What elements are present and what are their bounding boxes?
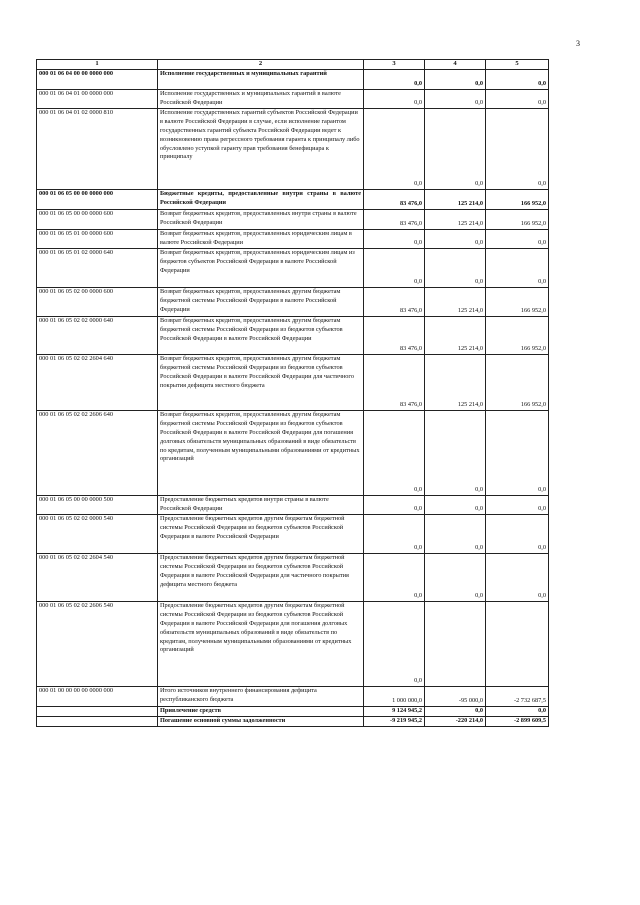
row-code: 000 01 06 05 01 02 0000 640 xyxy=(37,248,158,287)
row-value-col-5: 0,0 xyxy=(486,553,549,601)
row-value-col-3: 83 476,0 xyxy=(364,189,425,209)
row-description: Привлечение средств xyxy=(158,706,364,716)
row-value-col-5: 0,0 xyxy=(486,108,549,189)
row-value-col-4: 125 214,0 xyxy=(425,209,486,229)
row-value-col-5: 166 952,0 xyxy=(486,189,549,209)
row-value-col-5: 166 952,0 xyxy=(486,287,549,316)
row-value-col-4: 0,0 xyxy=(425,229,486,248)
table-row xyxy=(37,706,549,716)
row-description: Предоставление бюджетных кредитов другим бюджетам бюджетной системы Российской Федерации из бюджетов субъектов Российской Федерации в валюте Российской Федерации для частичного покрытия дефицита местного бюджета xyxy=(158,553,364,601)
table-header-row xyxy=(37,60,549,70)
table-row xyxy=(37,716,549,726)
row-value-col-5: 0,0 xyxy=(486,69,549,89)
table-row xyxy=(37,354,549,410)
row-code: 000 01 06 04 01 02 0000 810 xyxy=(37,108,158,189)
row-value-col-4: 125 214,0 xyxy=(425,316,486,354)
row-value-col-3: 0,0 xyxy=(364,495,425,514)
row-value-col-3: 83 476,0 xyxy=(364,354,425,410)
financing-sources-table xyxy=(36,59,549,727)
row-value-col-4: 0,0 xyxy=(425,248,486,287)
row-code: 000 01 06 05 00 00 0000 500 xyxy=(37,495,158,514)
row-value-col-3: 1 000 000,0 xyxy=(364,686,425,706)
header-col-1: 1 xyxy=(37,60,158,70)
row-code: 000 01 06 05 00 00 0000 600 xyxy=(37,209,158,229)
table-row xyxy=(37,69,549,89)
row-description: Возврат бюджетных кредитов, предоставленных другим бюджетам бюджетной системы Российской Федерации из бюджетов субъектов Российской Федерации в валюте Российской Федерации для частичного покрытия дефицита местного бюджета xyxy=(158,354,364,410)
row-value-col-3: 0,0 xyxy=(364,248,425,287)
row-code xyxy=(37,706,158,716)
row-value-col-3: 0,0 xyxy=(364,229,425,248)
table-row xyxy=(37,514,549,553)
row-value-col-3: 83 476,0 xyxy=(364,316,425,354)
table-row xyxy=(37,248,549,287)
table-row xyxy=(37,316,549,354)
row-value-col-5: 166 952,0 xyxy=(486,354,549,410)
row-description: Исполнение государственных гарантий субъектов Российской Федерации в валюте Российской Федерации в случае, если исполнение гарантом государственных гарантий субъекта Российской Федерации ведет к возникновению права регрессного требования гаранта к принципалу либо обусловлено уступкой гаранту прав требования бенефициара к принципалу xyxy=(158,108,364,189)
row-value-col-4 xyxy=(425,601,486,686)
table-row xyxy=(37,229,549,248)
row-value-col-5: 0,0 xyxy=(486,229,549,248)
row-value-col-4: -220 214,0 xyxy=(425,716,486,726)
row-description: Возврат бюджетных кредитов, предоставленных другим бюджетам бюджетной системы Российской Федерации из бюджетов субъектов Российской Федерации в валюте Российской Федерации xyxy=(158,316,364,354)
row-value-col-3: 83 476,0 xyxy=(364,287,425,316)
row-description: Возврат бюджетных кредитов, предоставленных внутри страны в валюте Российской Федерации xyxy=(158,209,364,229)
row-value-col-4: 0,0 xyxy=(425,553,486,601)
row-value-col-5: 166 952,0 xyxy=(486,209,549,229)
row-value-col-3: 0,0 xyxy=(364,108,425,189)
row-value-col-4: 0,0 xyxy=(425,410,486,495)
row-value-col-4: 0,0 xyxy=(425,69,486,89)
row-value-col-4: 0,0 xyxy=(425,514,486,553)
row-value-col-5: 0,0 xyxy=(486,89,549,108)
row-value-col-3: 0,0 xyxy=(364,89,425,108)
page-number: 3 xyxy=(576,39,580,48)
row-value-col-4: 125 214,0 xyxy=(425,287,486,316)
row-value-col-4: 125 214,0 xyxy=(425,189,486,209)
row-code: 000 01 06 05 01 00 0000 600 xyxy=(37,229,158,248)
row-value-col-5: 0,0 xyxy=(486,514,549,553)
row-value-col-3: 0,0 xyxy=(364,553,425,601)
row-description: Исполнение государственных и муниципальных гарантий xyxy=(158,69,364,89)
row-value-col-4: 0,0 xyxy=(425,706,486,716)
row-code: 000 01 06 04 00 00 0000 000 xyxy=(37,69,158,89)
row-value-col-3: -9 219 945,2 xyxy=(364,716,425,726)
row-code: 000 01 06 05 02 02 2606 640 xyxy=(37,410,158,495)
row-value-col-4: 0,0 xyxy=(425,495,486,514)
table-row xyxy=(37,686,549,706)
table-row xyxy=(37,89,549,108)
table-row xyxy=(37,553,549,601)
row-value-col-3: 83 476,0 xyxy=(364,209,425,229)
row-code: 000 01 06 05 02 02 2604 540 xyxy=(37,553,158,601)
row-value-col-4: 0,0 xyxy=(425,89,486,108)
row-value-col-5: 0,0 xyxy=(486,410,549,495)
row-code: 000 01 06 05 02 02 2604 640 xyxy=(37,354,158,410)
row-description: Бюджетные кредиты, предоставленные внутри страны в валюте Российской Федерации xyxy=(158,189,364,209)
row-value-col-5: 0,0 xyxy=(486,248,549,287)
table-row xyxy=(37,601,549,686)
row-description: Возврат бюджетных кредитов, предоставленных другим бюджетам бюджетной системы Российской Федерации из бюджетов субъектов Российской Федерации в валюте Российской Федерации для погашения долговых обязательств муниципальных образований в виде обязательств по кредитам, полученным муниципальными образованиями от кредитных организаций xyxy=(158,410,364,495)
row-code xyxy=(37,716,158,726)
row-description: Возврат бюджетных кредитов, предоставленных юридическим лицам в валюте Российской Федерации xyxy=(158,229,364,248)
table-row xyxy=(37,189,549,209)
row-description: Возврат бюджетных кредитов, предоставленных юридическим лицам из бюджетов субъектов Российской Федерации в валюте Российской Федерации xyxy=(158,248,364,287)
row-value-col-5: 0,0 xyxy=(486,706,549,716)
header-col-2: 2 xyxy=(158,60,364,70)
row-value-col-4: -95 000,0 xyxy=(425,686,486,706)
row-value-col-5: 166 952,0 xyxy=(486,316,549,354)
row-value-col-5: 0,0 xyxy=(486,495,549,514)
row-value-col-5: -2 899 609,5 xyxy=(486,716,549,726)
header-col-5: 5 xyxy=(486,60,549,70)
row-code: 000 01 06 05 02 02 2606 540 xyxy=(37,601,158,686)
row-value-col-3: 0,0 xyxy=(364,514,425,553)
header-col-3: 3 xyxy=(364,60,425,70)
row-description: Исполнение государственных и муниципальных гарантий в валюте Российской Федерации xyxy=(158,89,364,108)
row-value-col-5 xyxy=(486,601,549,686)
table-row xyxy=(37,287,549,316)
row-code: 000 01 06 05 00 00 0000 000 xyxy=(37,189,158,209)
row-description: Предоставление бюджетных кредитов другим бюджетам бюджетной системы Российской Федерации из бюджетов субъектов Российской Федерации в валюте Российской Федерации для погашения долговых обязательств муниципальных образований в виде обязательств по кредитам, полученным муниципальными образованиями от кредитных организаций xyxy=(158,601,364,686)
row-code: 000 01 06 05 02 02 0000 540 xyxy=(37,514,158,553)
row-description: Погашение основной суммы задолженности xyxy=(158,716,364,726)
row-description: Возврат бюджетных кредитов, предоставленных другим бюджетам бюджетной системы Российской Федерации в валюте Российской Федерации xyxy=(158,287,364,316)
table-row xyxy=(37,209,549,229)
row-value-col-4: 0,0 xyxy=(425,108,486,189)
row-value-col-3: 9 124 945,2 xyxy=(364,706,425,716)
header-col-4: 4 xyxy=(425,60,486,70)
row-value-col-3: 0,0 xyxy=(364,601,425,686)
row-value-col-3: 0,0 xyxy=(364,69,425,89)
row-value-col-5: -2 732 687,5 xyxy=(486,686,549,706)
row-description: Предоставление бюджетных кредитов другим бюджетам бюджетной системы Российской Федерации из бюджетов субъектов Российской Федерации в валюте Российской Федерации xyxy=(158,514,364,553)
table-row xyxy=(37,410,549,495)
row-value-col-3: 0,0 xyxy=(364,410,425,495)
row-code: 000 01 06 05 02 00 0000 600 xyxy=(37,287,158,316)
row-value-col-4: 125 214,0 xyxy=(425,354,486,410)
row-description: Предоставление бюджетных кредитов внутри страны в валюте Российской Федерации xyxy=(158,495,364,514)
row-code: 000 01 00 00 00 00 0000 000 xyxy=(37,686,158,706)
table-row xyxy=(37,108,549,189)
table-row xyxy=(37,495,549,514)
row-code: 000 01 06 05 02 02 0000 640 xyxy=(37,316,158,354)
row-description: Итого источников внутреннего финансирования дефицита республиканского бюджета xyxy=(158,686,364,706)
row-code: 000 01 06 04 01 00 0000 000 xyxy=(37,89,158,108)
